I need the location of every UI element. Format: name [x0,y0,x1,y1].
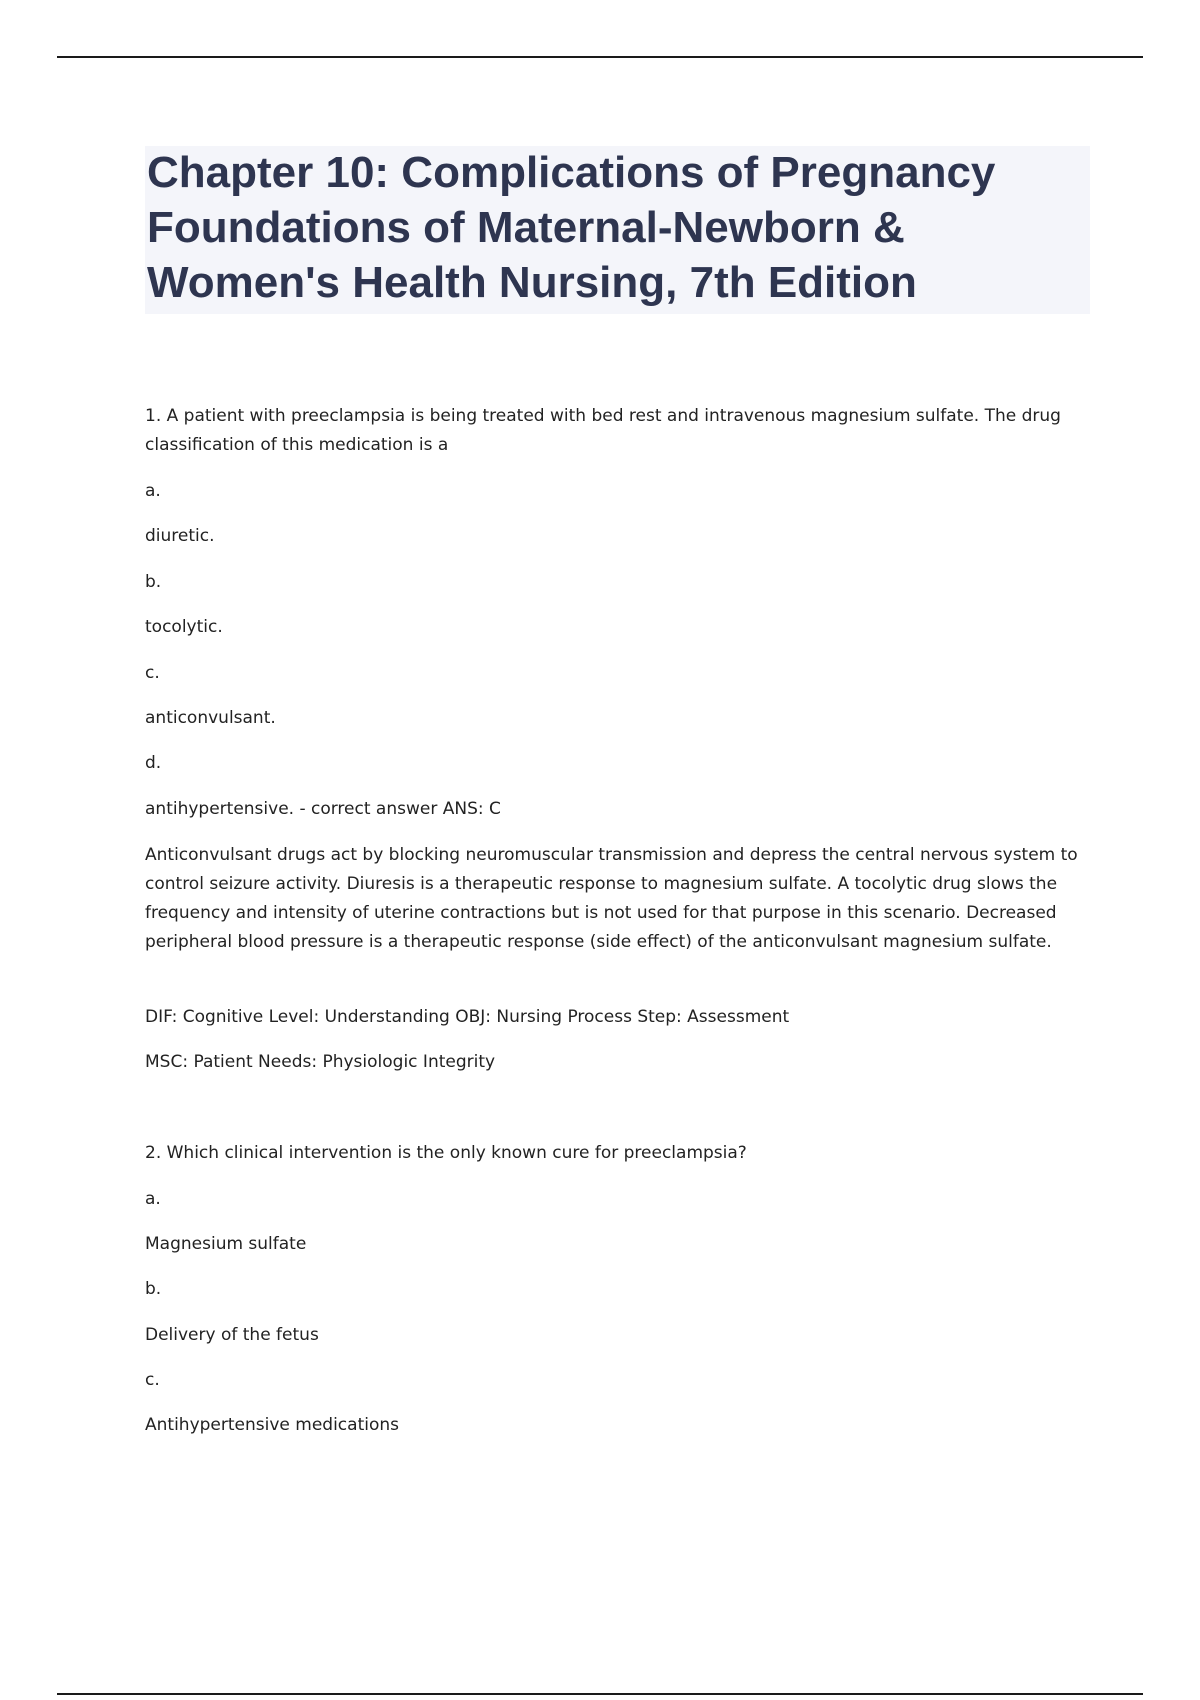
option-text: tocolytic. [145,617,223,637]
option-letter: c. [145,1370,160,1390]
option-text: Antihypertensive medications [145,1415,399,1435]
top-rule [57,56,1143,58]
option-text: diuretic. [145,526,215,546]
title-line-3: Women's Health Nursing, 7th Edition [147,258,917,307]
title-line-1: Chapter 10: Complications of Pregnancy [147,148,996,197]
question-1-msc: MSC: Patient Needs: Physiologic Integrity [145,1052,496,1072]
option-letter: a. [145,481,161,501]
question-1-stem: 1. A patient with preeclampsia is being treated with bed rest and intravenous magnesium sulfate. The drug classification of this medication is a [145,406,1061,455]
option-letter: d. [145,753,162,773]
option-letter: b. [145,1279,162,1299]
option-text: Delivery of the fetus [145,1325,319,1345]
question-2-stem: 2. Which clinical intervention is the only known cure for preeclampsia? [145,1143,747,1163]
question-1-dif: DIF: Cognitive Level: Understanding OBJ: Nursing Process Step: Assessment [145,1007,790,1027]
option-letter: c. [145,663,160,683]
question-1-rationale: Anticonvulsant drugs act by blocking neuromuscular transmission and depress the central nervous system to control seizure activity. Diuresis is a therapeutic response to magnesium sulfate. A tocolytic drug slows the frequency and intensity of uterine contractions but is not used for that purpose in this scenario. Decreased peripheral blood pressure is a therapeutic response (side effect) of the anticonvulsant magnesium sulfate. [145,845,1078,952]
bottom-rule [57,1693,1143,1695]
option-letter: a. [145,1189,161,1209]
option-letter: b. [145,572,162,592]
option-text: Magnesium sulfate [145,1234,307,1254]
title-line-2: Foundations of Maternal-Newborn & [147,203,905,252]
option-text-with-answer: antihypertensive. - correct answer ANS: C [145,799,501,819]
document-title [145,146,1090,314]
option-text: anticonvulsant. [145,708,276,728]
